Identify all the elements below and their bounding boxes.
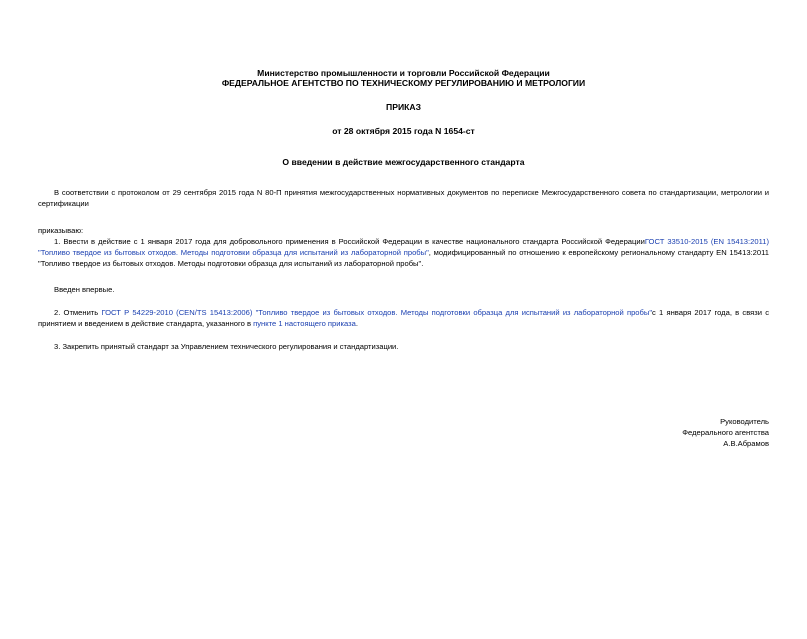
orders-word: приказываю:: [38, 226, 84, 235]
order-subject: О введении в действие межгосударственного стандарта: [282, 157, 525, 167]
signer-organization: Федерального агентства: [682, 427, 769, 437]
item-1-text-before: 1. Ввести в действие с 1 января 2017 года для добровольного применения в Российской Федерации в качестве национального стандарта Российской Федерации: [54, 237, 645, 246]
preamble-paragraph: В соответствии с протоколом от 29 сентября 2015 года N 80-П принятия межгосударственных нормативных документов по переписке Межгосударственного совета по стандартизации, метрологии и сертификации: [38, 188, 769, 208]
ministry-name: Министерство промышленности и торговли Российской Федерации: [257, 68, 550, 78]
item-1-reference-link[interactable]: пункте 1 настоящего приказа: [253, 319, 356, 328]
signature-block: [682, 417, 769, 449]
item-3-paragraph: 3. Закрепить принятый стандарт за Управлением технического регулирования и стандартизации.: [54, 342, 399, 351]
signer-position: Руководитель: [720, 417, 769, 426]
item-2-text-before: 2. Отменить: [54, 308, 102, 317]
document-page: [0, 68, 807, 639]
document-type: ПРИКАЗ: [386, 102, 421, 112]
agency-name: ФЕДЕРАЛЬНОЕ АГЕНТСТВО ПО ТЕХНИЧЕСКОМУ РЕГУЛИРОВАНИЮ И МЕТРОЛОГИИ: [221, 78, 586, 88]
order-date-number: от 28 октября 2015 года N 1654-ст: [332, 126, 475, 136]
item-1-text-after: , модифицированный по отношению к европейскому региональному стандарту EN 15413:2011 "Топливо твердое из бытовых отходов. Методы подготовки образца для испытаний из лабораторной пробы".: [38, 248, 769, 268]
item-2-text-middle: с 1 января 2017 года, в связи с принятием и введением в действие стандарта, указанного в: [38, 308, 769, 328]
gost-33510-link[interactable]: ГОСТ 33510-2015 (EN 15413:2011) "Топливо твердое из бытовых отходов. Методы подготовки образца для испытаний из лабораторной пробы": [38, 237, 769, 257]
signer-name: А.В.Абрамов: [723, 438, 769, 448]
item-1-paragraph: [38, 236, 769, 269]
introduced-note: Введен впервые.: [54, 285, 115, 294]
item-2-text-after: .: [355, 319, 358, 328]
gost-r-54229-link[interactable]: ГОСТ Р 54229-2010 (CEN/TS 15413:2006) "Топливо твердое из бытовых отходов. Методы подготовки образца для испытаний из лабораторной пробы": [101, 308, 653, 317]
item-2-paragraph: [38, 307, 769, 329]
